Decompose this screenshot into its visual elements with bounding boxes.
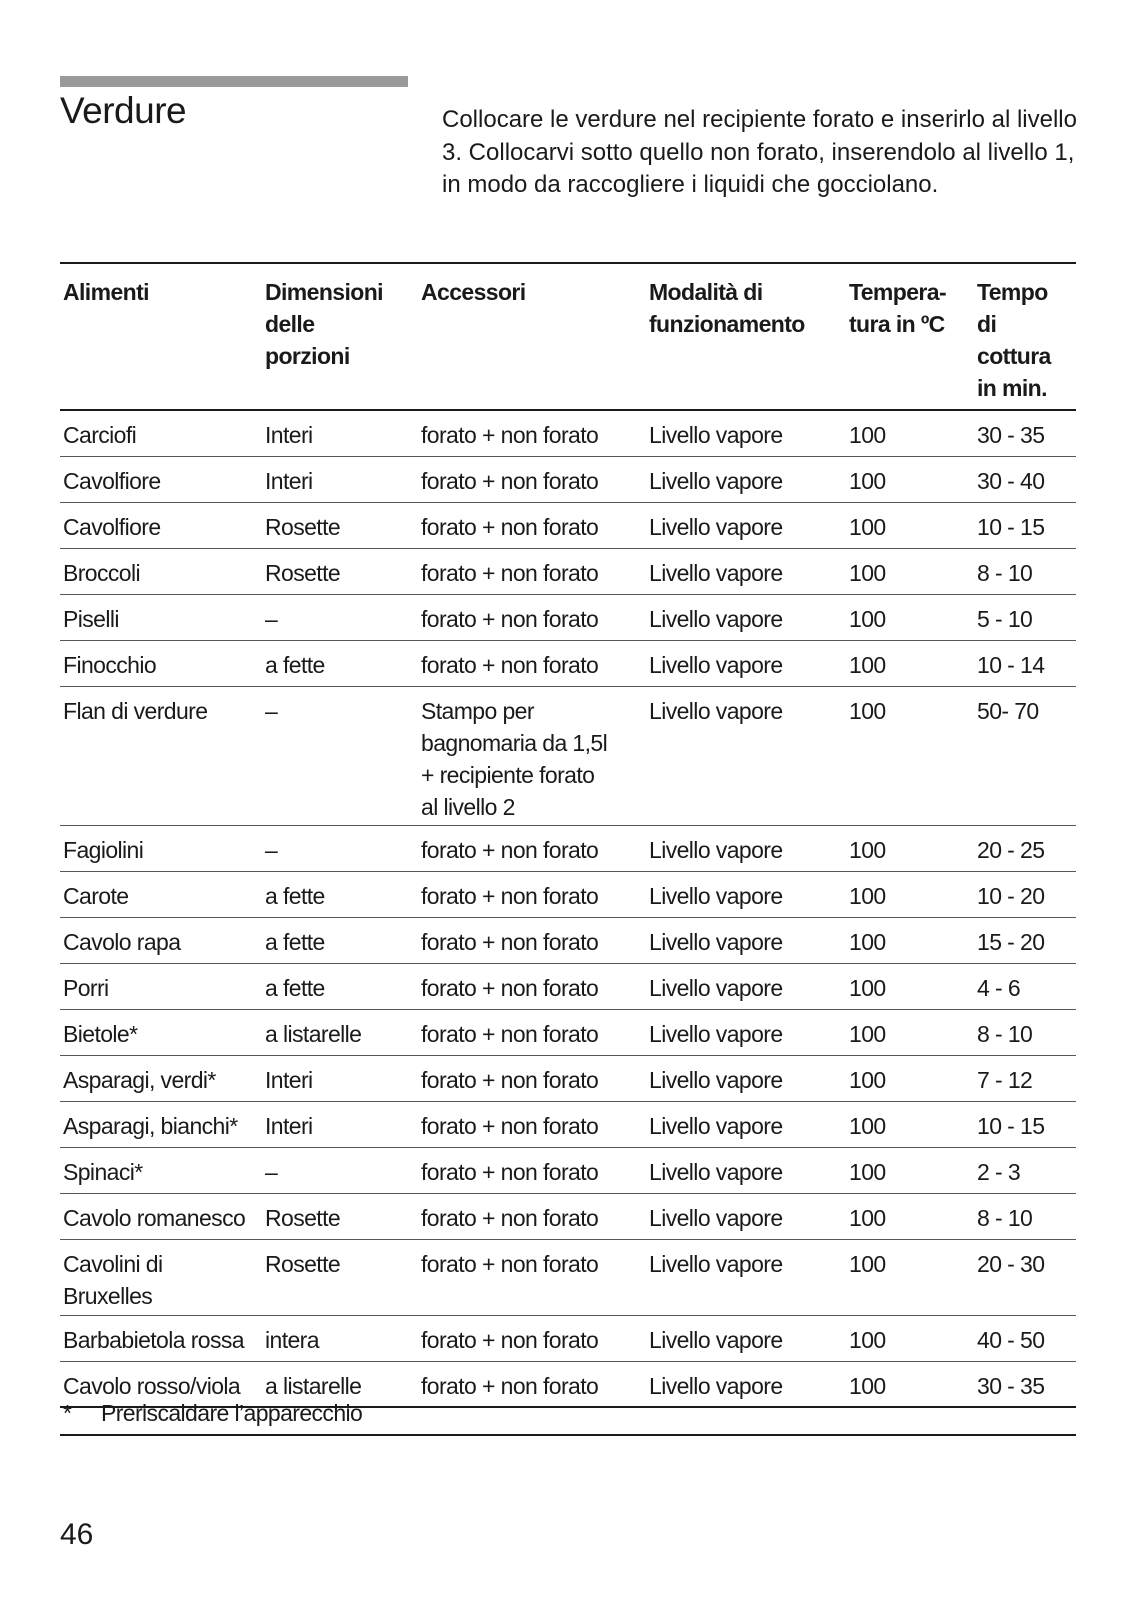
table-cell: 100 [849, 929, 886, 955]
table-cell: 100 [849, 883, 886, 909]
table-cell: Flan di verdure [63, 698, 208, 724]
table-cell: Cavolfiore [63, 514, 161, 540]
table-cell: forato + non forato [421, 1113, 599, 1139]
table-cell: Carote [63, 883, 129, 909]
table-cell: forato + non forato [421, 514, 599, 540]
table-cell: Livello vapore [649, 975, 783, 1001]
table-cell: Livello vapore [649, 1205, 783, 1231]
table-cell: forato + non forato [421, 1159, 599, 1185]
table-row [60, 1010, 1076, 1056]
table-cell: 10 - 15 [977, 1113, 1045, 1139]
footnote-text: Preriscaldare l’apparecchio [101, 1400, 363, 1426]
table-cell: 8 - 10 [977, 1021, 1033, 1047]
table-cell: Livello vapore [649, 1113, 783, 1139]
table-cell: forato + non forato [421, 606, 599, 632]
table-row [60, 872, 1076, 918]
table-cell: 100 [849, 1113, 886, 1139]
table-cell: Livello vapore [649, 1327, 783, 1353]
table-cell: Livello vapore [649, 1067, 783, 1093]
table-cell: 15 - 20 [977, 929, 1045, 955]
table-cell: forato + non forato [421, 422, 599, 448]
table-cell: – [265, 837, 278, 863]
table-row [60, 503, 1076, 549]
table-cell: 100 [849, 468, 886, 494]
table-cell: Piselli [63, 606, 119, 632]
table-cell: – [265, 1159, 278, 1185]
table-cell: Carciofi [63, 422, 137, 448]
table-cell: a fette [265, 652, 325, 678]
table-cell: Rosette [265, 514, 341, 540]
table-cell: Livello vapore [649, 422, 783, 448]
header-alimenti: Alimenti [63, 279, 149, 305]
footnote [60, 1400, 1076, 1427]
table-cell: 100 [849, 422, 886, 448]
table-cell: 10 - 14 [977, 652, 1045, 678]
table-cell: Livello vapore [649, 468, 783, 494]
table-row [60, 1148, 1076, 1194]
table-cell: 10 - 20 [977, 883, 1045, 909]
table-row [60, 641, 1076, 687]
table-cell: Livello vapore [649, 1159, 783, 1185]
table-cell: 2 - 3 [977, 1159, 1021, 1185]
header-modalita: Modalità di funzionamento [649, 279, 805, 337]
table-cell: Livello vapore [649, 652, 783, 678]
table-cell: Livello vapore [649, 560, 783, 586]
table-cell: forato + non forato [421, 1021, 599, 1047]
header-accessori: Accessori [421, 279, 526, 305]
table-cell: 8 - 10 [977, 560, 1033, 586]
table-row [60, 1240, 1076, 1316]
table-cell: Interi [265, 468, 313, 494]
table-cell: 100 [849, 1067, 886, 1093]
table-cell: Interi [265, 422, 313, 448]
table-cell: Livello vapore [649, 883, 783, 909]
table-cell: forato + non forato [421, 1251, 599, 1277]
table-cell: 100 [849, 560, 886, 586]
table-cell: Cavolini di Bruxelles [63, 1251, 163, 1309]
table-row [60, 457, 1076, 503]
table-row [60, 549, 1076, 595]
table-row [60, 826, 1076, 872]
header-temperatura: Tempera- tura in ºC [849, 279, 947, 337]
table-cell: Bietole* [63, 1021, 138, 1047]
table-row [60, 1056, 1076, 1102]
table-cell: 10 - 15 [977, 514, 1045, 540]
table-cell: – [265, 698, 278, 724]
table-cell: Stampo per bagnomaria da 1,5l + recipiente forato al livello 2 [421, 698, 608, 820]
table-row [60, 1102, 1076, 1148]
footnote-mark: * [63, 1400, 72, 1426]
table-cell: 100 [849, 514, 886, 540]
table-top-rule [60, 262, 1076, 264]
table-cell: Cavolo romanesco [63, 1205, 246, 1231]
table-cell: Cavolfiore [63, 468, 161, 494]
table-cell: Cavolo rapa [63, 929, 181, 955]
table-cell: 4 - 6 [977, 975, 1021, 1001]
table-row [60, 964, 1076, 1010]
table-cell: – [265, 606, 278, 632]
table-cell: 100 [849, 1021, 886, 1047]
table-cell: 30 - 35 [977, 1373, 1045, 1399]
table-cell: 100 [849, 1159, 886, 1185]
table-cell: forato + non forato [421, 975, 599, 1001]
table-cell: 100 [849, 975, 886, 1001]
table-cell: forato + non forato [421, 837, 599, 863]
table-cell: 5 - 10 [977, 606, 1033, 632]
table-cell: Rosette [265, 560, 341, 586]
table-cell: Asparagi, bianchi* [63, 1113, 238, 1139]
table-cell: Asparagi, verdi* [63, 1067, 216, 1093]
table-cell: 30 - 40 [977, 468, 1045, 494]
intro-text: Collocare le verdure nel recipiente forato e inserirlo al livello 3. Collocarvi sotto quello non forato, inserendolo al livello 1, in modo da raccogliere i liquidi che gocciolano. [442, 106, 1077, 198]
table-cell: Rosette [265, 1205, 341, 1231]
table-cell: 100 [849, 1327, 886, 1353]
table-cell: forato + non forato [421, 560, 599, 586]
table-cell: Interi [265, 1113, 313, 1139]
table-cell: 20 - 30 [977, 1251, 1045, 1277]
table-cell: a listarelle [265, 1373, 362, 1399]
page-number: 46 [60, 1518, 94, 1551]
table-cell: Livello vapore [649, 1021, 783, 1047]
table-cell: 100 [849, 1373, 886, 1399]
table-row [60, 411, 1076, 457]
page-title: Verdure [60, 90, 187, 131]
table-cell: a listarelle [265, 1021, 362, 1047]
table-cell: Livello vapore [649, 606, 783, 632]
table-cell: 100 [849, 652, 886, 678]
table-cell: 50- 70 [977, 698, 1039, 724]
table-row [60, 1316, 1076, 1362]
table-cell: Rosette [265, 1251, 341, 1277]
table-cell: Fagiolini [63, 837, 144, 863]
header-dimensioni: Dimensioni delle porzioni [265, 279, 383, 369]
table-body [60, 411, 1076, 1408]
table-cell: Livello vapore [649, 1373, 783, 1399]
table-row [60, 918, 1076, 964]
table-cell: 20 - 25 [977, 837, 1045, 863]
table-cell: forato + non forato [421, 468, 599, 494]
table-cell: Livello vapore [649, 1251, 783, 1277]
header-tempo: Tempo di cottura in min. [977, 279, 1051, 401]
table-cell: Interi [265, 1067, 313, 1093]
table-cell: Barbabietola rossa [63, 1327, 244, 1353]
table-cell: forato + non forato [421, 883, 599, 909]
table-cell: 100 [849, 1251, 886, 1277]
table-cell: a fette [265, 975, 325, 1001]
table-row [60, 1194, 1076, 1240]
table-cell: forato + non forato [421, 1373, 599, 1399]
table-cell: intera [265, 1327, 319, 1353]
table-cell: forato + non forato [421, 929, 599, 955]
table-cell: Porri [63, 975, 109, 1001]
table-cell: forato + non forato [421, 1327, 599, 1353]
table-cell: 30 - 35 [977, 422, 1045, 448]
table-cell: forato + non forato [421, 1205, 599, 1231]
table-cell: 7 - 12 [977, 1067, 1033, 1093]
table-cell: 100 [849, 606, 886, 632]
table-cell: 100 [849, 698, 886, 724]
table-row [60, 687, 1076, 826]
table-cell: Livello vapore [649, 837, 783, 863]
table-cell: Finocchio [63, 652, 157, 678]
table-cell: Cavolo rosso/viola [63, 1373, 241, 1399]
table-cell: 100 [849, 837, 886, 863]
table-row [60, 595, 1076, 641]
table-cell: 40 - 50 [977, 1327, 1045, 1353]
table-cell: Spinaci* [63, 1159, 143, 1185]
cooking-table [60, 268, 1076, 1408]
table-cell: Livello vapore [649, 698, 783, 724]
table-cell: a fette [265, 883, 325, 909]
table-cell: Livello vapore [649, 929, 783, 955]
table-cell: forato + non forato [421, 1067, 599, 1093]
section-rule [60, 76, 408, 87]
table-cell: forato + non forato [421, 652, 599, 678]
table-cell: a fette [265, 929, 325, 955]
table-cell: 8 - 10 [977, 1205, 1033, 1231]
table-cell: Broccoli [63, 560, 141, 586]
table-cell: 100 [849, 1205, 886, 1231]
table-header-row [60, 268, 1076, 411]
table-cell: Livello vapore [649, 514, 783, 540]
footnote-rule [60, 1434, 1076, 1436]
